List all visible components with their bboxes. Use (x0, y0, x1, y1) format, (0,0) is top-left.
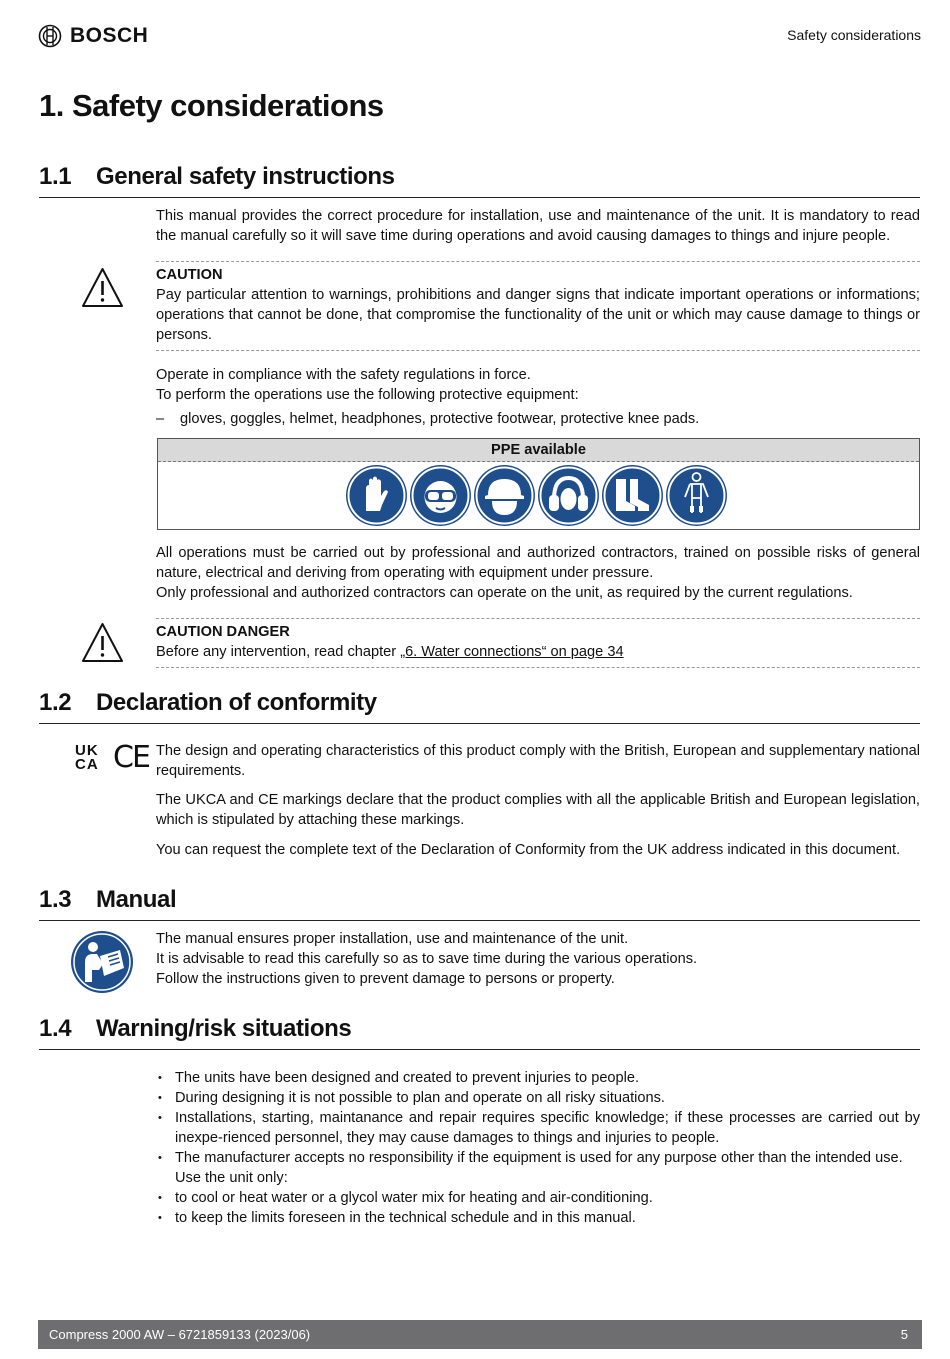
danger-text-prefix: Before any intervention, read chapter (156, 644, 401, 660)
section-number: 1.2 (39, 689, 72, 716)
caution-title: CAUTION (156, 267, 223, 283)
brand-name: BOSCH (70, 24, 149, 47)
conformity-paragraph-3: You can request the complete text of the Declaration of Conformity from the UK address indicated in this document. (156, 842, 901, 858)
dashed-divider (156, 261, 920, 262)
chapter-number: 1. (39, 88, 64, 123)
water-connections-link[interactable]: „6. Water connections“ on page 34 (400, 644, 624, 660)
list-item-continuation: Use the unit only: (175, 1170, 288, 1186)
conformity-paragraph-2: The UKCA and CE markings declare that the product complies with all the applicable British and European legislation, which is stipulated by attaching these markings. (156, 792, 920, 828)
section-title: Manual (96, 886, 177, 913)
helmet-icon (474, 465, 535, 526)
danger-triangle-icon (80, 621, 125, 665)
chapter-title-text: Safety considerations (71, 88, 384, 123)
dashed-divider (156, 618, 920, 619)
manual-line-1: The manual ensures proper installation, use and maintenance of the unit. (156, 931, 629, 947)
section-heading-1-3 (39, 886, 176, 914)
page-number: 5 (900, 1327, 908, 1342)
equipment-line: To perform the operations use the following protective equipment: (156, 387, 579, 403)
ppe-table (157, 438, 920, 530)
ukca-line-1: UK (75, 742, 99, 759)
bosch-logo (38, 24, 148, 48)
manual-line-2: It is advisable to read this carefully so as to save time during the various operations. (156, 951, 698, 967)
coverall-icon (666, 465, 727, 526)
section-number: 1.1 (39, 163, 72, 190)
ukca-mark (75, 744, 99, 772)
equipment-list-item (156, 409, 920, 429)
ppe-icon-row (346, 465, 727, 526)
section-heading-1-2 (39, 689, 377, 717)
contractor-paragraph: All operations must be carried out by professional and authorized contractors, trained on possible risks of general nature, electrical and deriving from operating with equipment under pressure. (156, 545, 920, 581)
dashed-divider (156, 350, 920, 351)
danger-text (156, 642, 920, 662)
section-title: Warning/risk situations (96, 1015, 352, 1042)
dash-marker: – (156, 411, 165, 427)
goggles-icon (410, 465, 471, 526)
headphones-icon (538, 465, 599, 526)
section-rule (39, 723, 920, 724)
authorized-paragraph: Only professional and authorized contractors can operate on the unit, as required by the current regulations. (156, 585, 853, 601)
section-number: 1.3 (39, 886, 72, 913)
dashed-divider (156, 667, 920, 668)
list-item: • During designing it is not possible to plan and operate on all risky situations. (156, 1088, 920, 1108)
section-heading-1-1 (39, 163, 395, 191)
ce-mark: CE (113, 740, 149, 775)
danger-title: CAUTION DANGER (156, 624, 290, 640)
manual-line-3: Follow the instructions given to prevent damage to persons or property. (156, 971, 615, 987)
chapter-title (39, 88, 384, 124)
compliance-line: Operate in compliance with the safety regulations in force. (156, 367, 531, 383)
intro-paragraph: This manual provides the correct procedure for installation, use and maintenance of the unit. It is mandatory to read the manual carefully so it will save time during operations and avoid causing damages to things and injure people. (156, 208, 920, 244)
ukca-line-2: CA (75, 756, 99, 773)
section-rule (39, 1049, 920, 1050)
read-manual-icon (70, 930, 134, 994)
caution-text: Pay particular attention to warnings, prohibitions and danger signs that indicate important operations or informations; operations that cannot be done, that compromise the functionality of the unit or which may cause damage to things or persons. (156, 287, 920, 343)
list-item: • The units have been designed and created to prevent injuries to people. (156, 1068, 920, 1088)
bosch-armature-icon (38, 24, 62, 48)
list-item: • to cool or heat water or a glycol water mix for heating and air-conditioning. (156, 1188, 920, 1208)
footer-document-id: Compress 2000 AW – 6721859133 (2023/06) (49, 1327, 311, 1342)
equipment-list-text: gloves, goggles, helmet, headphones, protective footwear, protective knee pads. (180, 411, 700, 427)
section-heading-1-4 (39, 1015, 351, 1043)
page-footer (38, 1320, 922, 1349)
section-rule (39, 197, 920, 198)
warning-triangle-icon (80, 266, 125, 310)
list-item: • The manufacturer accepts no responsibility if the equipment is used for any purpose other than the intended use. (156, 1148, 920, 1168)
risk-list (156, 1068, 920, 1228)
boots-icon (602, 465, 663, 526)
section-title: General safety instructions (96, 163, 395, 190)
list-item: • Installations, starting, maintanance and repair requires specific knowledge; if these processes are carried out by inexpe-rienced personnel, they may cause damages to things and injuries to people. (156, 1108, 920, 1148)
running-head: Safety considerations (787, 27, 921, 43)
section-number: 1.4 (39, 1015, 72, 1042)
ppe-table-header: PPE available (158, 439, 919, 462)
conformity-paragraph-1: The design and operating characteristics of this product comply with the British, European and supplementary national requirements. (156, 743, 920, 779)
section-title: Declaration of conformity (96, 689, 377, 716)
section-rule (39, 920, 920, 921)
list-item: • to keep the limits foreseen in the technical schedule and in this manual. (156, 1208, 920, 1228)
gloves-icon (346, 465, 407, 526)
